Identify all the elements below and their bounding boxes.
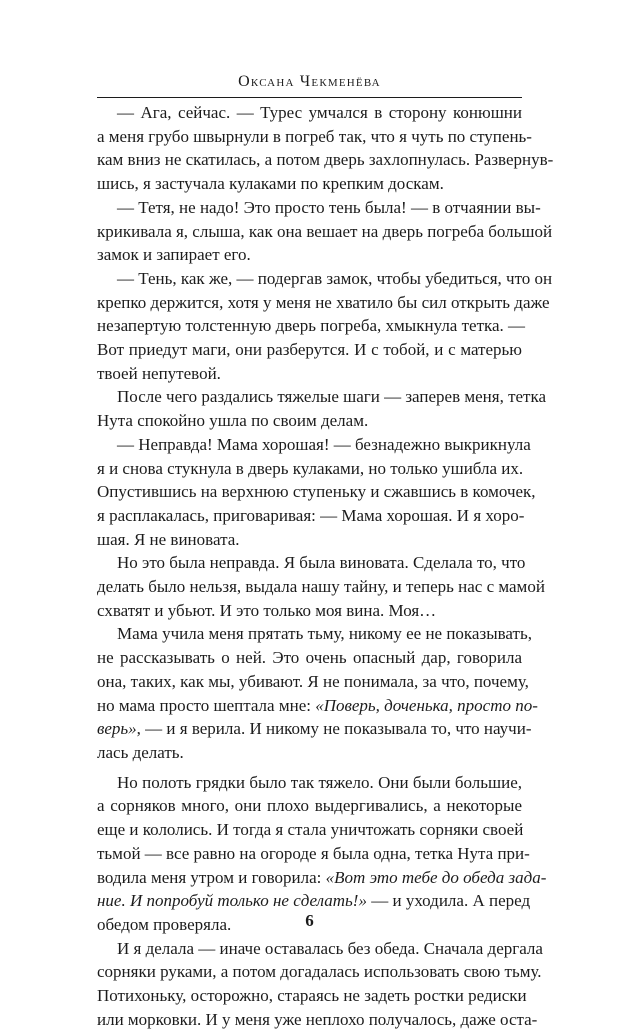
italic-run: ние. И попробуй только не сделать!» [97, 891, 367, 911]
text-run: но мама просто шептала мне: [97, 695, 316, 715]
text-line: делать было нельзя, выдала нашу тайну, и теперь нас с мамой [97, 577, 545, 597]
text-line: я и снова стукнула в дверь кулаками, но только ушибла их. [97, 458, 524, 478]
text-line: — Тень, как же, — подергав замок, чтобы убедиться, что он [117, 268, 553, 288]
page-number: 6 [305, 911, 314, 930]
text-line: схватят и убьют. И это только моя вина. Моя… [97, 600, 437, 620]
text-line: шись, я застучала кулаками по крепким доскам. [97, 174, 444, 194]
text-line: Но это была неправда. Я была виновата. Сделала то, что [117, 553, 526, 573]
body-text [97, 101, 554, 1031]
text-line: И я делала — иначе оставалась без обеда. Сначала дергала [117, 938, 543, 958]
text-line [97, 889, 531, 913]
text-line: еще и кололись. И тогда я стала уничтожать сорняки своей [97, 820, 524, 840]
running-head: Оксана Чекменёва [238, 73, 381, 90]
text-line [97, 717, 532, 741]
italic-run: верь» [97, 719, 137, 739]
text-line: — Неправда! Мама хорошая! — безнадежно выкрикнула [117, 434, 531, 454]
text-line: тьмой — все равно на огороде я была одна, тетка Нута при- [97, 843, 530, 863]
text-line: Потихоньку, осторожно, стараясь не задеть ростки редиски [97, 986, 527, 1006]
text-line: Вот приедут маги, они разберутся. И с тобой, и с матерью [97, 340, 522, 360]
text-line: крепко держится, хотя у меня не хватило бы сил открыть даже [97, 292, 550, 312]
text-line: — Тетя, не надо! Это просто тень была! — в отчаянии вы- [117, 197, 541, 217]
italic-run: «Поверь, доченька, просто по- [315, 695, 538, 715]
text-line: После чего раздались тяжелые шаги — заперев меня, тетка [117, 387, 547, 407]
text-line: обедом проверяла. [97, 914, 232, 934]
text-run: , — и я верила. И никому не показывала то, что научи- [136, 719, 532, 739]
text-line [97, 866, 547, 890]
text-run: водила меня утром и говорила: [97, 867, 326, 887]
text-line: Но полоть грядки было так тяжело. Они были большие, [117, 772, 522, 792]
text-line: — Ага, сейчас. — Турес умчался в сторону конюшни [117, 103, 522, 122]
text-line: незапертую толстенную дверь погреба, хмыкнула тетка. — [97, 316, 526, 336]
text-run: — и уходила. А перед [366, 891, 531, 911]
text-line: или морковки. И у меня уже неплохо получалось, даже оста- [97, 1009, 538, 1029]
text-line: шая. Я не виновата. [97, 529, 240, 549]
text-line: сорняки руками, а потом догадалась использовать свою тьму. [97, 962, 542, 982]
text-line: крикивала я, слыша, как она вешает на дверь погреба большой [97, 221, 553, 241]
text-line: Нута спокойно ушла по своим делам. [97, 411, 369, 431]
text-line: я расплакалась, приговаривая: — Мама хорошая. И я хоро- [97, 505, 525, 525]
text-line: а меня грубо швырнули в погреб так, что я чуть по ступень- [97, 126, 532, 146]
text-line: кам вниз не скатилась, а потом дверь захлопнулась. Развернув- [97, 150, 554, 170]
text-line: замок и запирает его. [97, 245, 251, 265]
text-line: она, таких, как мы, убивают. Я не понимала, за что, почему, [97, 671, 529, 691]
text-line: Опустившись на верхнюю ступеньку и сжавшись в комочек, [97, 482, 536, 502]
text-line: не рассказывать о ней. Это очень опасный дар, говорила [97, 648, 522, 668]
italic-run: «Вот это тебе до обеда зада- [325, 867, 547, 887]
header-rule [97, 97, 522, 98]
text-line: лась делать. [97, 742, 184, 762]
text-line: Мама учила меня прятать тьму, никому ее не показывать, [117, 624, 532, 644]
text-line [97, 694, 538, 718]
text-line: твоей непутевой. [97, 363, 221, 383]
text-line: а сорняков много, они плохо выдергивались, а некоторые [97, 796, 522, 816]
